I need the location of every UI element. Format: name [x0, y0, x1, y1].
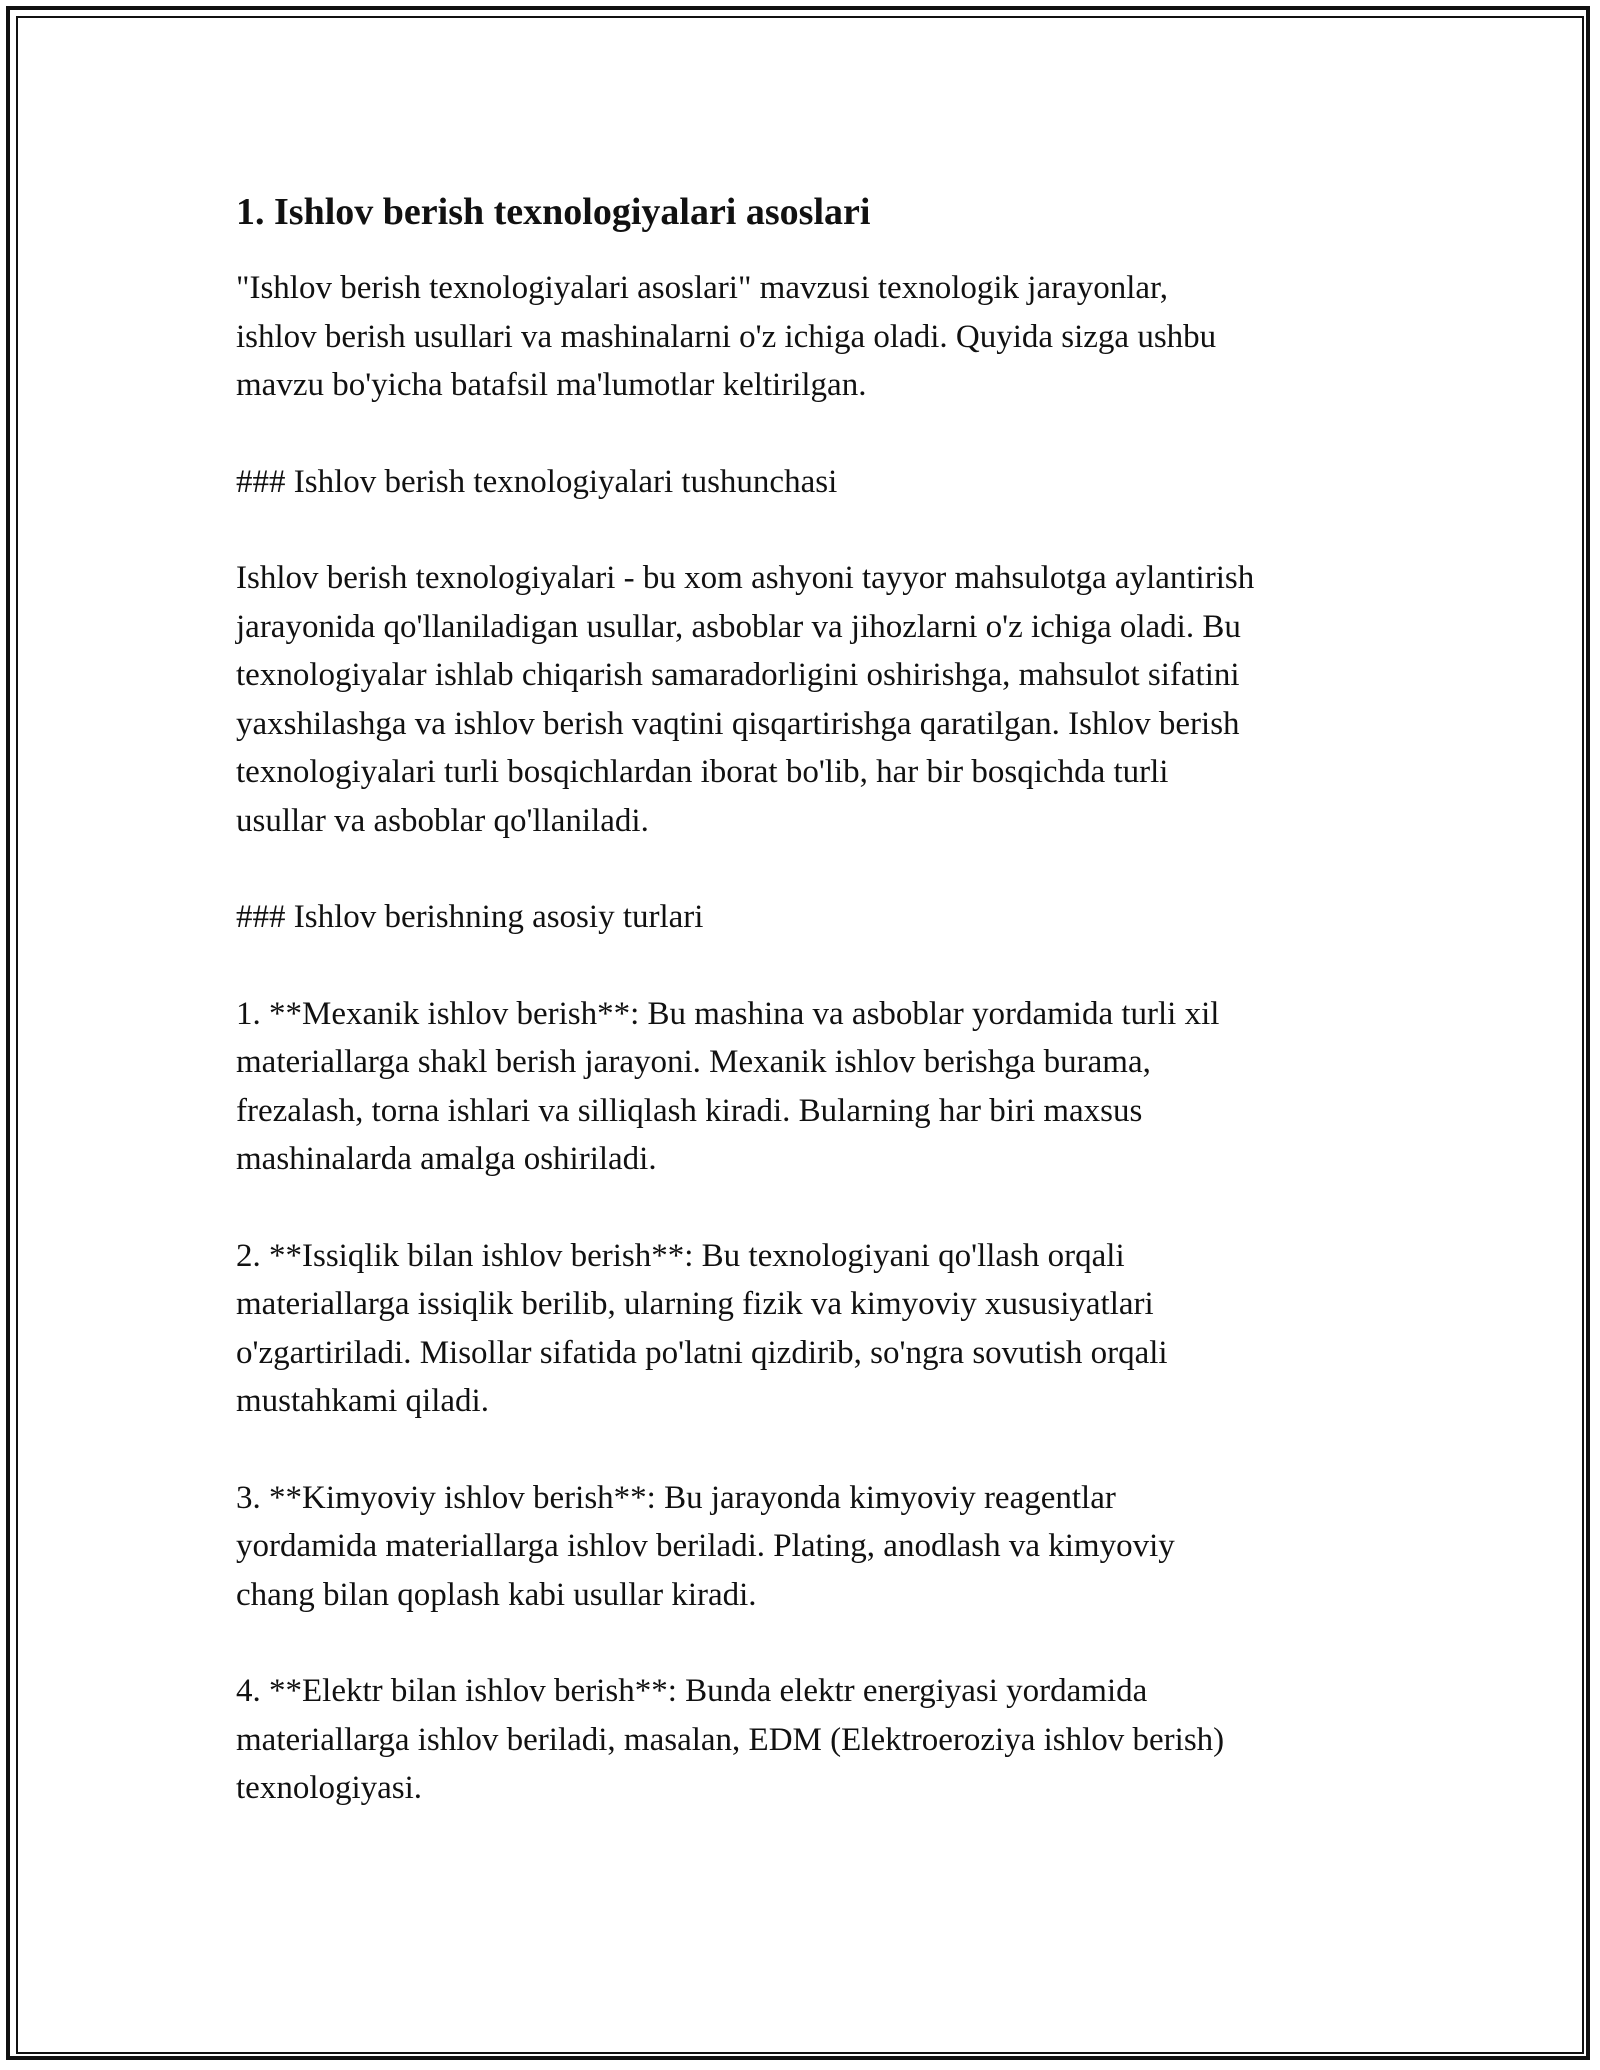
list-item-electrical: 4. **Elektr bilan ishlov berish**: Bunda elektr energiyasi yordamida materiallarga ishlov beriladi, masalan, EDM (Elektroeroziya ishlov berish) texnologiyasi. — [236, 1673, 1225, 1806]
concept-paragraph: Ishlov berish texnologiyalari - bu xom ashyoni tayyor mahsulotga aylantirish jarayonida qo'llaniladigan usullar, asboblar va jihozlarni o'z ichiga oladi. Bu texnologiyalar ishlab chiqarish samaradorligini oshirishga, mahsulot sifatini yaxshilashga va ishlov berish vaqtini qisqartirishga qaratilgan. Ishlov berish texnologiyalari turli bosqichlardan iborat bo'lib, har bir bosqichda turli usullar va asboblar qo'llaniladi. — [236, 560, 1255, 839]
section-heading-concept: ### Ishlov berish texnologiyalari tushunchasi — [236, 463, 838, 500]
list-item-chemical: 3. **Kimyoviy ishlov berish**: Bu jarayonda kimyoviy reagentlar yordamida materiallarga ishlov beriladi. Plating, anodlash va kimyoviy chang bilan qoplash kabi usullar kiradi. — [236, 1479, 1175, 1613]
list-item-thermal: 2. **Issiqlik bilan ishlov berish**: Bu texnologiyani qo'llash orqali materiallarga issiqlik berilib, ularning fizik va kimyoviy xususiyatlari o'zgartiriladi. Misollar sifatida po'latni qizdirib, so'ngra sovutish orqali mustahkami qiladi. — [236, 1237, 1168, 1419]
intro-paragraph: "Ishlov berish texnologiyalari asoslari" mavzusi texnologik jarayonlar, ishlov berish usullari va mashinalarni o'z ichiga oladi. Quyida sizga ushbu mavzu bo'yicha batafsil ma'lumotlar keltirilgan. — [236, 270, 1217, 403]
section-heading-types: ### Ishlov berishning asosiy turlari — [236, 899, 704, 935]
list-item-mechanical: 1. **Mexanik ishlov berish**: Bu mashina va asboblar yordamida turli xil materiallarga shakl berish jarayoni. Mexanik ishlov berishga burama, frezalash, torna ishlari va silliqlash kiradi. Bularning har biri maxsus mashinalarda amalga oshiriladi. — [236, 995, 1220, 1177]
document-title: 1. Ishlov berish texnologiyalari asoslari — [236, 191, 871, 233]
document-body — [236, 186, 1396, 1861]
